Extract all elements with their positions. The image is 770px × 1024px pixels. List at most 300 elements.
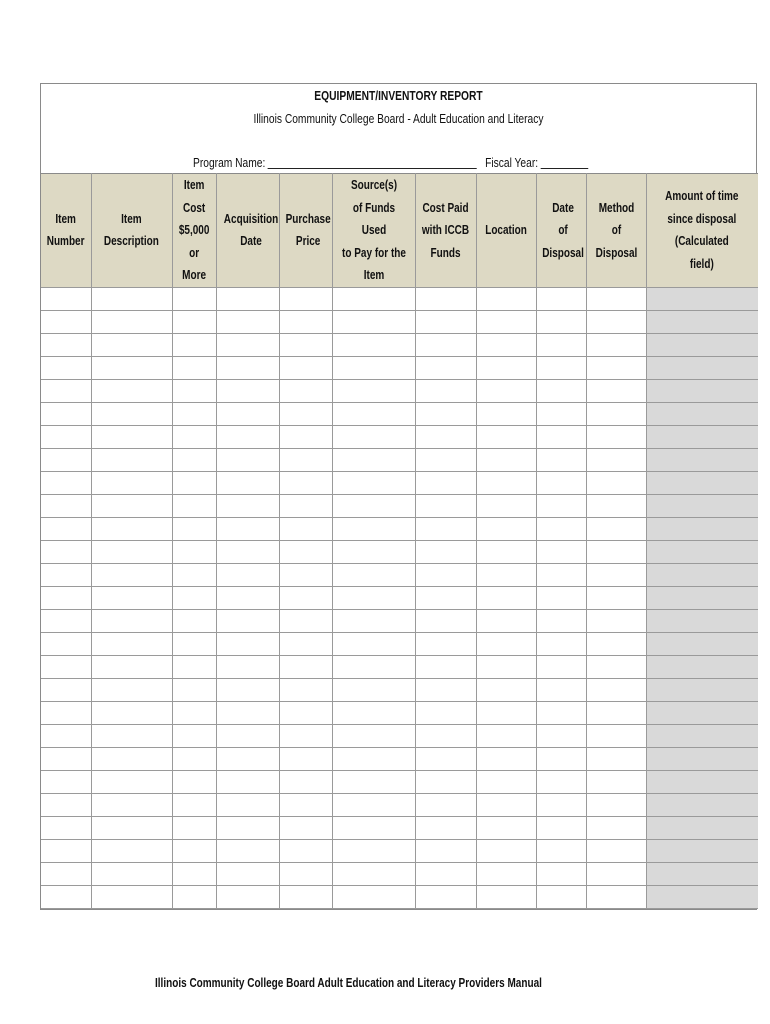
table-cell[interactable] (172, 333, 216, 356)
table-cell[interactable] (279, 402, 332, 425)
table-cell[interactable] (536, 862, 586, 885)
table-cell[interactable] (279, 609, 332, 632)
table-cell[interactable] (586, 885, 646, 908)
table-cell[interactable] (216, 632, 279, 655)
calculated-cell (646, 494, 758, 517)
table-cell[interactable] (476, 356, 536, 379)
table-cell[interactable] (415, 448, 476, 471)
table-cell[interactable] (41, 540, 91, 563)
table-cell[interactable] (216, 724, 279, 747)
table-cell[interactable] (536, 678, 586, 701)
table-cell[interactable] (279, 310, 332, 333)
table-cell[interactable] (586, 333, 646, 356)
table-cell[interactable] (91, 816, 172, 839)
table-cell[interactable] (172, 839, 216, 862)
table-cell[interactable] (536, 356, 586, 379)
table-cell[interactable] (279, 356, 332, 379)
table-cell[interactable] (41, 885, 91, 908)
table-cell[interactable] (586, 793, 646, 816)
column-header (476, 174, 536, 288)
table-cell[interactable] (476, 448, 536, 471)
table-cell[interactable] (172, 655, 216, 678)
table-cell[interactable] (415, 586, 476, 609)
table-cell[interactable] (91, 540, 172, 563)
table-cell[interactable] (332, 494, 415, 517)
table-cell[interactable] (91, 862, 172, 885)
report-header (41, 84, 756, 173)
table-cell[interactable] (216, 885, 279, 908)
table-cell[interactable] (536, 517, 586, 540)
table-cell[interactable] (41, 770, 91, 793)
table-cell[interactable] (476, 724, 536, 747)
table-row (41, 287, 758, 310)
table-cell[interactable] (172, 471, 216, 494)
table-cell[interactable] (415, 425, 476, 448)
table-cell[interactable] (41, 448, 91, 471)
table-cell[interactable] (41, 517, 91, 540)
table-cell[interactable] (476, 816, 536, 839)
table-cell[interactable] (279, 333, 332, 356)
table-cell[interactable] (172, 862, 216, 885)
table-cell[interactable] (415, 862, 476, 885)
table-cell[interactable] (415, 517, 476, 540)
table-cell[interactable] (332, 310, 415, 333)
table-cell[interactable] (279, 793, 332, 816)
table-cell[interactable] (279, 655, 332, 678)
table-cell[interactable] (586, 609, 646, 632)
inventory-report (40, 83, 757, 910)
table-cell[interactable] (476, 632, 536, 655)
table-cell[interactable] (536, 770, 586, 793)
table-cell[interactable] (415, 609, 476, 632)
table-cell[interactable] (91, 517, 172, 540)
table-cell[interactable] (41, 425, 91, 448)
table-cell[interactable] (41, 793, 91, 816)
table-cell[interactable] (91, 632, 172, 655)
table-cell[interactable] (415, 287, 476, 310)
table-cell[interactable] (91, 655, 172, 678)
table-cell[interactable] (415, 494, 476, 517)
table-cell[interactable] (536, 287, 586, 310)
table-cell[interactable] (476, 655, 536, 678)
table-cell[interactable] (415, 678, 476, 701)
table-cell[interactable] (415, 632, 476, 655)
table-cell[interactable] (332, 632, 415, 655)
calculated-cell (646, 747, 758, 770)
table-cell[interactable] (91, 563, 172, 586)
table-cell[interactable] (91, 839, 172, 862)
table-cell[interactable] (172, 425, 216, 448)
table-cell[interactable] (91, 701, 172, 724)
program-name-field[interactable] (268, 155, 477, 169)
table-cell[interactable] (536, 724, 586, 747)
table-cell[interactable] (332, 770, 415, 793)
column-header-label: Source(s) of Funds Used to Pay for the Item (341, 178, 406, 282)
table-cell[interactable] (216, 655, 279, 678)
table-cell[interactable] (476, 586, 536, 609)
table-cell[interactable] (91, 586, 172, 609)
table-cell[interactable] (332, 839, 415, 862)
fiscal-year-label: Fiscal Year: (485, 156, 539, 170)
table-cell[interactable] (586, 287, 646, 310)
table-cell[interactable] (476, 770, 536, 793)
table-cell[interactable] (415, 770, 476, 793)
fiscal-year-field[interactable] (541, 155, 589, 169)
table-cell[interactable] (415, 655, 476, 678)
table-cell[interactable] (536, 425, 586, 448)
table-row (41, 379, 758, 402)
calculated-cell (646, 701, 758, 724)
table-cell[interactable] (41, 333, 91, 356)
table-cell[interactable] (586, 471, 646, 494)
table-cell[interactable] (415, 724, 476, 747)
table-cell[interactable] (41, 586, 91, 609)
table-cell[interactable] (536, 816, 586, 839)
table-cell[interactable] (536, 586, 586, 609)
program-fiscal-line (193, 155, 588, 170)
table-cell[interactable] (586, 816, 646, 839)
table-row (41, 655, 758, 678)
table-cell[interactable] (216, 540, 279, 563)
table-cell[interactable] (415, 793, 476, 816)
table-cell[interactable] (332, 701, 415, 724)
table-cell[interactable] (41, 816, 91, 839)
table-cell[interactable] (332, 724, 415, 747)
table-cell[interactable] (279, 517, 332, 540)
table-cell[interactable] (415, 885, 476, 908)
table-cell[interactable] (172, 724, 216, 747)
table-cell[interactable] (332, 517, 415, 540)
table-cell[interactable] (279, 678, 332, 701)
table-cell[interactable] (476, 862, 536, 885)
table-cell[interactable] (41, 724, 91, 747)
table-cell[interactable] (216, 287, 279, 310)
table-cell[interactable] (279, 471, 332, 494)
table-cell[interactable] (41, 356, 91, 379)
table-cell[interactable] (172, 402, 216, 425)
table-cell[interactable] (279, 816, 332, 839)
table-cell[interactable] (279, 425, 332, 448)
table-cell[interactable] (172, 540, 216, 563)
table-cell[interactable] (332, 862, 415, 885)
table-cell[interactable] (216, 494, 279, 517)
table-cell[interactable] (41, 839, 91, 862)
table-cell[interactable] (172, 609, 216, 632)
table-row (41, 747, 758, 770)
table-cell[interactable] (172, 632, 216, 655)
table-cell[interactable] (476, 563, 536, 586)
table-cell[interactable] (216, 448, 279, 471)
table-cell[interactable] (476, 701, 536, 724)
table-cell[interactable] (536, 310, 586, 333)
table-cell[interactable] (91, 793, 172, 816)
table-cell[interactable] (476, 609, 536, 632)
table-cell[interactable] (586, 839, 646, 862)
table-cell[interactable] (332, 356, 415, 379)
calculated-cell (646, 885, 758, 908)
table-cell[interactable] (91, 310, 172, 333)
table-cell[interactable] (415, 402, 476, 425)
table-cell[interactable] (476, 310, 536, 333)
table-cell[interactable] (586, 379, 646, 402)
table-cell[interactable] (172, 310, 216, 333)
table-cell[interactable] (476, 678, 536, 701)
table-cell[interactable] (216, 770, 279, 793)
table-cell[interactable] (41, 701, 91, 724)
table-cell[interactable] (586, 678, 646, 701)
table-cell[interactable] (476, 402, 536, 425)
table-cell[interactable] (415, 471, 476, 494)
table-cell[interactable] (41, 310, 91, 333)
table-cell[interactable] (172, 563, 216, 586)
table-cell[interactable] (586, 517, 646, 540)
table-cell[interactable] (216, 333, 279, 356)
table-cell[interactable] (41, 609, 91, 632)
table-cell[interactable] (279, 448, 332, 471)
table-cell[interactable] (172, 356, 216, 379)
table-cell[interactable] (476, 425, 536, 448)
table-cell[interactable] (586, 356, 646, 379)
table-cell[interactable] (216, 586, 279, 609)
table-cell[interactable] (41, 655, 91, 678)
table-cell[interactable] (586, 425, 646, 448)
table-cell[interactable] (476, 839, 536, 862)
table-row (41, 586, 758, 609)
table-cell[interactable] (332, 586, 415, 609)
table-cell[interactable] (536, 379, 586, 402)
table-cell[interactable] (91, 356, 172, 379)
table-cell[interactable] (332, 747, 415, 770)
table-cell[interactable] (415, 310, 476, 333)
table-cell[interactable] (332, 655, 415, 678)
table-cell[interactable] (332, 333, 415, 356)
table-cell[interactable] (41, 862, 91, 885)
table-cell[interactable] (41, 632, 91, 655)
table-row (41, 678, 758, 701)
table-cell[interactable] (476, 494, 536, 517)
table-cell[interactable] (172, 379, 216, 402)
table-cell[interactable] (415, 839, 476, 862)
table-cell[interactable] (216, 701, 279, 724)
calculated-cell (646, 724, 758, 747)
table-cell[interactable] (216, 747, 279, 770)
table-cell[interactable] (415, 379, 476, 402)
table-cell[interactable] (91, 448, 172, 471)
table-cell[interactable] (586, 701, 646, 724)
table-cell[interactable] (41, 287, 91, 310)
table-cell[interactable] (332, 816, 415, 839)
table-cell[interactable] (586, 724, 646, 747)
table-cell[interactable] (332, 563, 415, 586)
table-cell[interactable] (586, 632, 646, 655)
table-row (41, 724, 758, 747)
column-header (332, 174, 415, 288)
calculated-cell (646, 586, 758, 609)
table-cell[interactable] (91, 471, 172, 494)
table-cell[interactable] (216, 563, 279, 586)
table-cell[interactable] (536, 839, 586, 862)
table-cell[interactable] (91, 333, 172, 356)
table-cell[interactable] (279, 379, 332, 402)
table-cell[interactable] (91, 770, 172, 793)
table-cell[interactable] (279, 862, 332, 885)
table-cell[interactable] (415, 540, 476, 563)
table-cell[interactable] (172, 494, 216, 517)
column-header-label: Item Cost $5,000 or More (178, 178, 210, 282)
table-cell[interactable] (536, 540, 586, 563)
table-cell[interactable] (536, 632, 586, 655)
table-cell[interactable] (41, 678, 91, 701)
column-header-label: Acquisition Date (223, 211, 278, 249)
table-cell[interactable] (415, 816, 476, 839)
table-cell[interactable] (536, 609, 586, 632)
table-cell[interactable] (41, 471, 91, 494)
table-cell[interactable] (586, 494, 646, 517)
table-cell[interactable] (91, 885, 172, 908)
table-cell[interactable] (91, 402, 172, 425)
table-cell[interactable] (91, 379, 172, 402)
table-cell[interactable] (172, 586, 216, 609)
table-cell[interactable] (476, 379, 536, 402)
table-cell[interactable] (216, 793, 279, 816)
table-cell[interactable] (332, 379, 415, 402)
table-cell[interactable] (536, 448, 586, 471)
table-cell[interactable] (172, 517, 216, 540)
table-cell[interactable] (172, 885, 216, 908)
table-cell[interactable] (586, 402, 646, 425)
table-cell[interactable] (476, 471, 536, 494)
table-cell[interactable] (279, 563, 332, 586)
table-cell[interactable] (172, 770, 216, 793)
table-cell[interactable] (536, 563, 586, 586)
table-cell[interactable] (415, 356, 476, 379)
table-cell[interactable] (415, 701, 476, 724)
table-cell[interactable] (332, 793, 415, 816)
table-cell[interactable] (476, 517, 536, 540)
table-cell[interactable] (586, 310, 646, 333)
table-cell[interactable] (172, 816, 216, 839)
table-cell[interactable] (332, 425, 415, 448)
table-cell[interactable] (91, 678, 172, 701)
table-cell[interactable] (415, 333, 476, 356)
table-cell[interactable] (279, 701, 332, 724)
column-header-label: Cost Paid with ICCB Funds (421, 200, 470, 260)
table-cell[interactable] (536, 655, 586, 678)
table-cell[interactable] (172, 747, 216, 770)
table-cell[interactable] (586, 747, 646, 770)
table-cell[interactable] (586, 540, 646, 563)
table-cell[interactable] (91, 747, 172, 770)
table-cell[interactable] (172, 678, 216, 701)
table-cell[interactable] (586, 770, 646, 793)
table-cell[interactable] (332, 609, 415, 632)
table-cell[interactable] (279, 287, 332, 310)
table-cell[interactable] (279, 839, 332, 862)
table-cell[interactable] (216, 862, 279, 885)
table-cell[interactable] (332, 402, 415, 425)
table-cell[interactable] (586, 563, 646, 586)
table-cell[interactable] (91, 287, 172, 310)
table-cell[interactable] (279, 885, 332, 908)
table-cell[interactable] (41, 379, 91, 402)
table-cell[interactable] (279, 586, 332, 609)
table-cell[interactable] (279, 540, 332, 563)
table-cell[interactable] (216, 379, 279, 402)
table-cell[interactable] (476, 885, 536, 908)
table-cell[interactable] (536, 793, 586, 816)
table-cell[interactable] (41, 563, 91, 586)
table-cell[interactable] (586, 586, 646, 609)
table-cell[interactable] (415, 747, 476, 770)
table-cell[interactable] (476, 747, 536, 770)
table-cell[interactable] (91, 494, 172, 517)
table-cell[interactable] (216, 839, 279, 862)
table-cell[interactable] (91, 425, 172, 448)
table-cell[interactable] (332, 287, 415, 310)
table-cell[interactable] (536, 471, 586, 494)
table-cell[interactable] (172, 793, 216, 816)
column-header-label: Item Description (103, 211, 159, 249)
table-cell[interactable] (279, 770, 332, 793)
table-cell[interactable] (41, 747, 91, 770)
table-cell[interactable] (216, 425, 279, 448)
table-cell[interactable] (172, 448, 216, 471)
table-cell[interactable] (216, 609, 279, 632)
calculated-cell (646, 816, 758, 839)
table-cell[interactable] (536, 333, 586, 356)
calculated-cell (646, 563, 758, 586)
table-cell[interactable] (476, 540, 536, 563)
table-cell[interactable] (172, 287, 216, 310)
table-cell[interactable] (536, 885, 586, 908)
table-cell[interactable] (279, 747, 332, 770)
table-cell[interactable] (216, 471, 279, 494)
table-cell[interactable] (216, 310, 279, 333)
table-cell[interactable] (415, 563, 476, 586)
table-cell[interactable] (332, 448, 415, 471)
table-cell[interactable] (476, 793, 536, 816)
table-cell[interactable] (536, 494, 586, 517)
table-cell[interactable] (476, 287, 536, 310)
table-cell[interactable] (216, 356, 279, 379)
table-cell[interactable] (41, 402, 91, 425)
table-cell[interactable] (216, 517, 279, 540)
table-cell[interactable] (41, 494, 91, 517)
table-cell[interactable] (216, 816, 279, 839)
table-cell[interactable] (172, 701, 216, 724)
table-row (41, 356, 758, 379)
table-cell[interactable] (279, 632, 332, 655)
table-cell[interactable] (216, 678, 279, 701)
table-cell[interactable] (586, 448, 646, 471)
table-cell[interactable] (279, 724, 332, 747)
table-cell[interactable] (91, 609, 172, 632)
table-cell[interactable] (536, 747, 586, 770)
table-cell[interactable] (332, 678, 415, 701)
table-cell[interactable] (91, 724, 172, 747)
table-cell[interactable] (476, 333, 536, 356)
table-cell[interactable] (536, 402, 586, 425)
table-cell[interactable] (216, 402, 279, 425)
table-cell[interactable] (332, 471, 415, 494)
table-cell[interactable] (586, 862, 646, 885)
calculated-cell (646, 862, 758, 885)
table-cell[interactable] (279, 494, 332, 517)
table-cell[interactable] (332, 885, 415, 908)
table-cell[interactable] (332, 540, 415, 563)
table-cell[interactable] (586, 655, 646, 678)
table-cell[interactable] (536, 701, 586, 724)
